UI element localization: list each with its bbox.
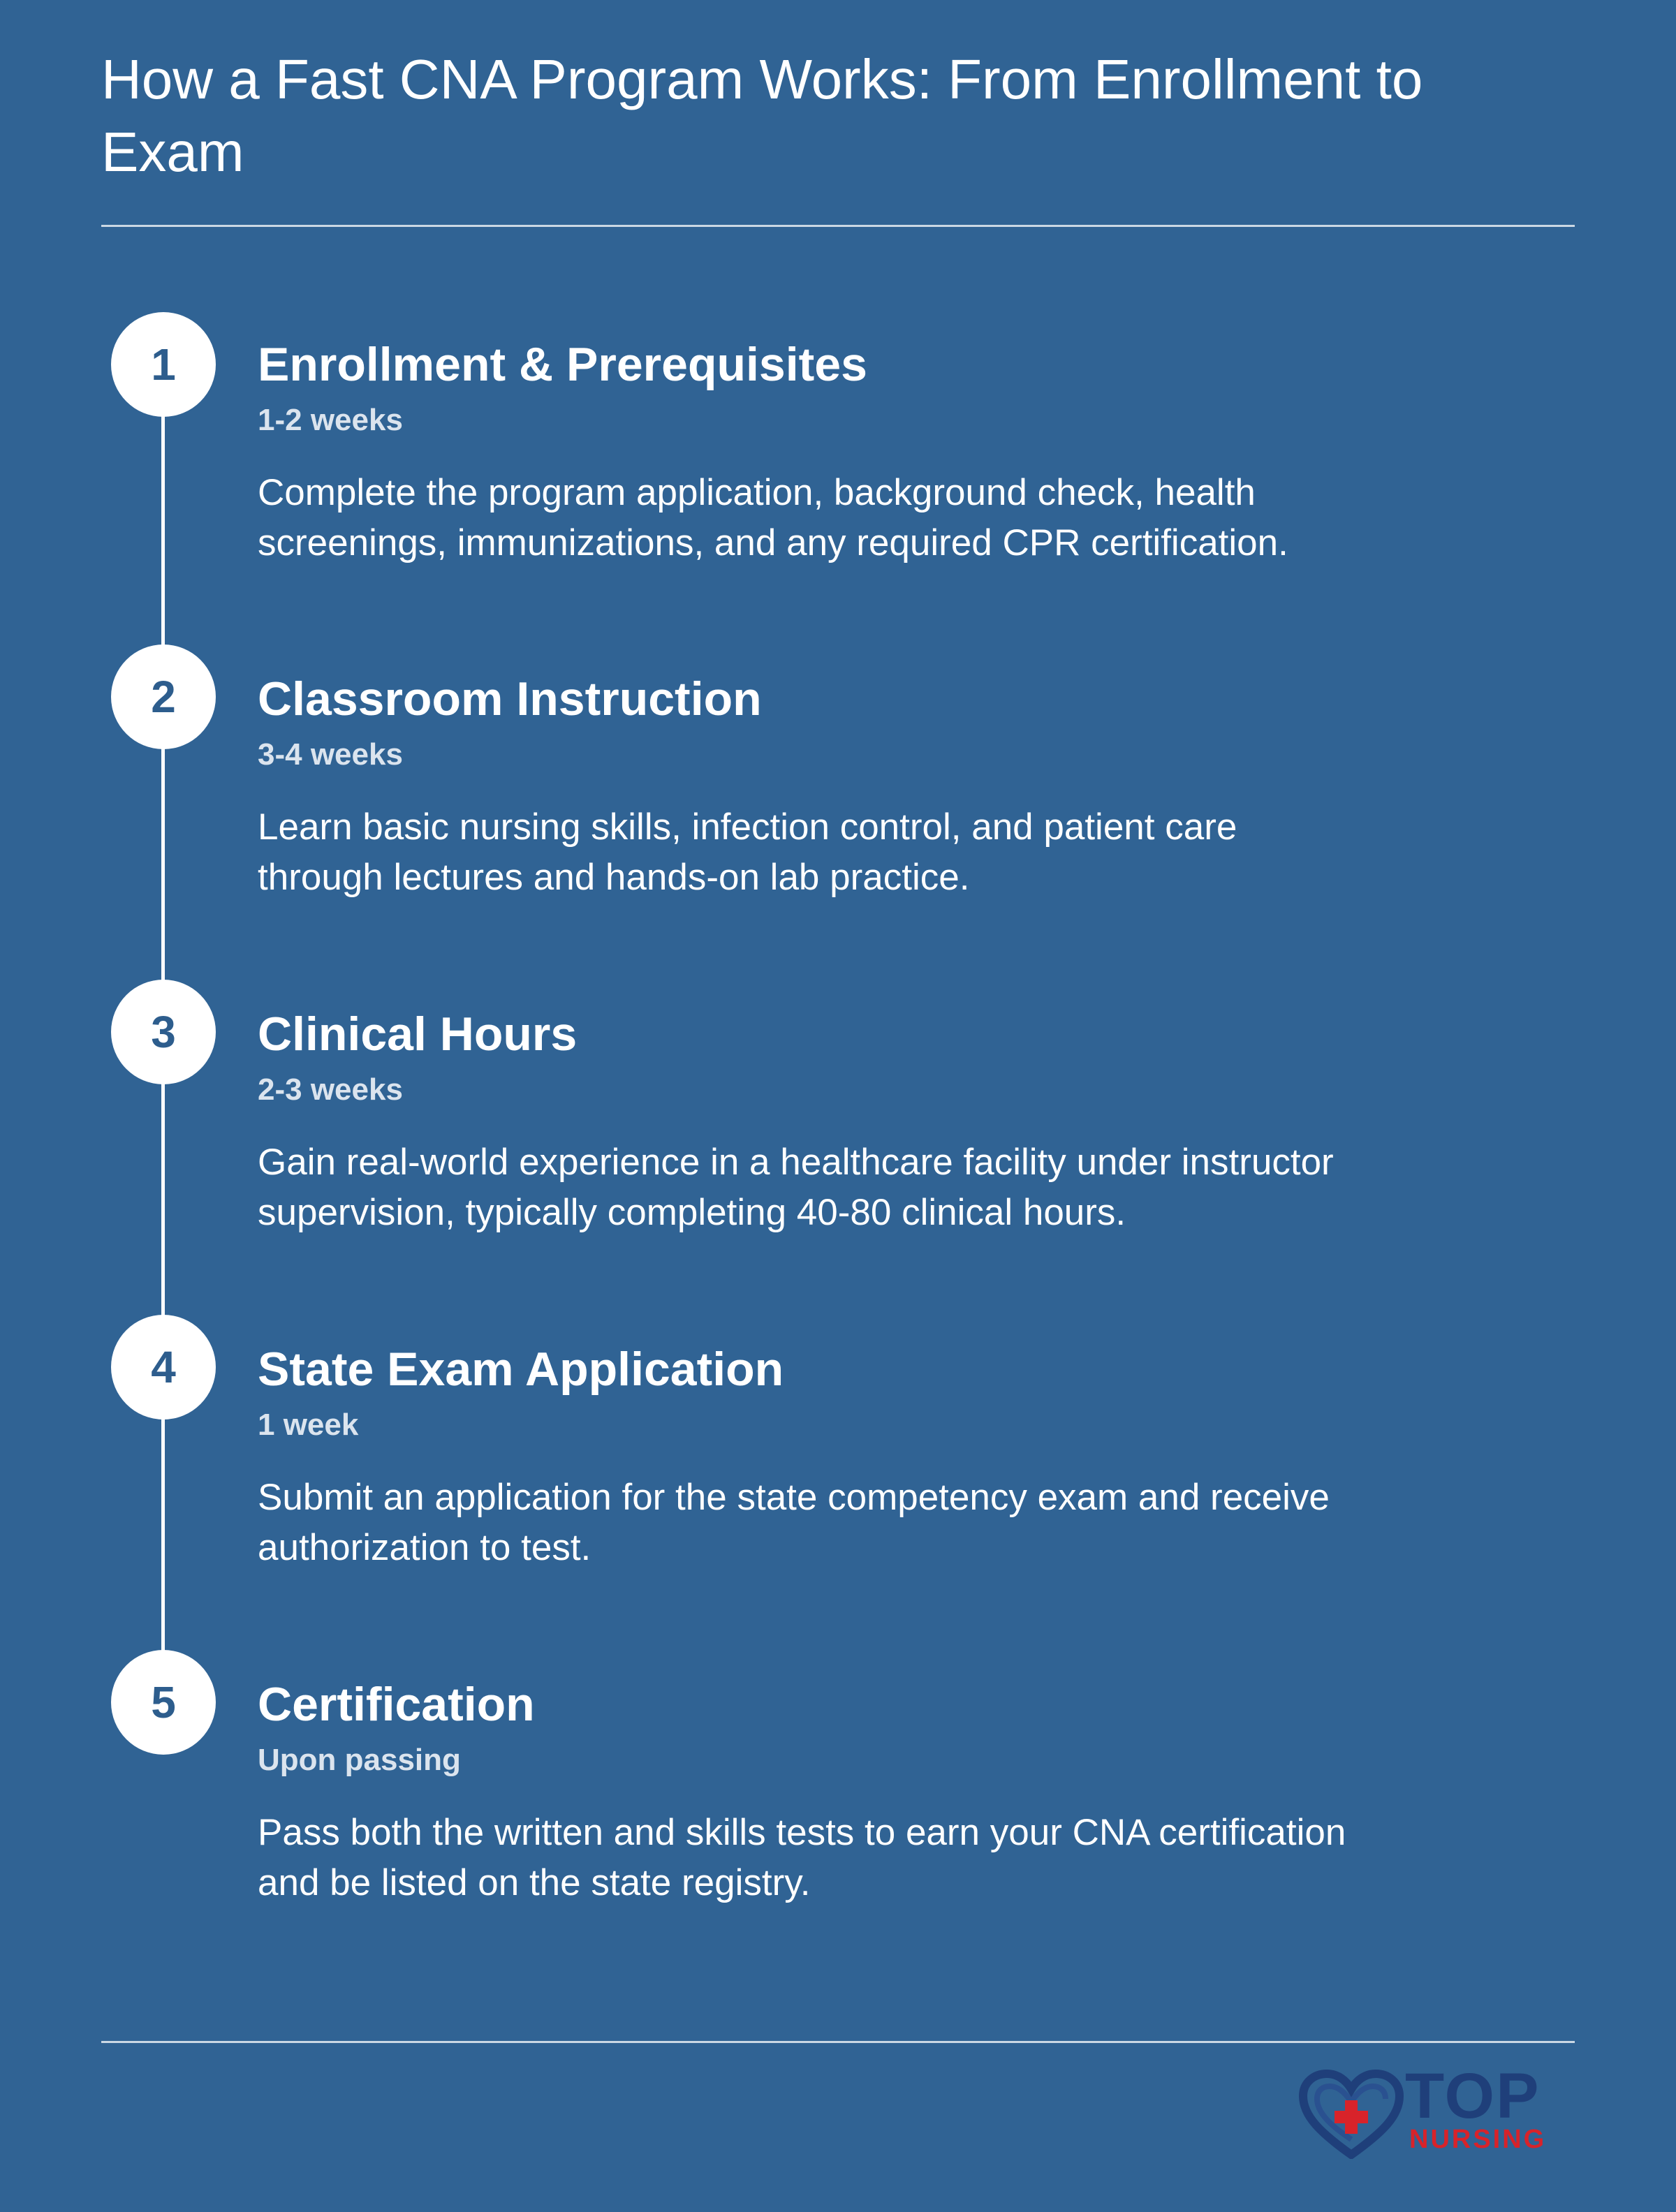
step-1-number-badge: 1	[111, 312, 216, 417]
step-4-description: Submit an application for the state competency exam and receive authorization to test.	[258, 1477, 1330, 1568]
step-1-description: Complete the program application, background check, health screenings, immunizations, and any required CPR certification.	[258, 472, 1288, 563]
top-nursing-logo	[1299, 2060, 1578, 2158]
step-3-description: Gain real-world experience in a healthcare facility under instructor supervision, typically completing 40-80 clinical hours.	[258, 1142, 1334, 1233]
step-2-title: Classroom Instruction	[258, 672, 762, 725]
step-3	[258, 1006, 1375, 1238]
step-2	[258, 671, 1375, 903]
step-3-number-badge: 3	[111, 980, 216, 1084]
step-4-title: State Exam Application	[258, 1343, 784, 1396]
step-1-title: Enrollment & Prerequisites	[258, 338, 867, 391]
step-2-duration: 3-4 weeks	[258, 737, 403, 772]
page-title: How a Fast CNA Program Works: From Enrollment to Exam	[101, 48, 1423, 183]
step-4-duration: 1 week	[258, 1408, 359, 1442]
logo-word-top: TOP	[1405, 2060, 1541, 2132]
logo-word-nursing: NURSING	[1409, 2125, 1547, 2154]
footer-divider	[101, 2041, 1575, 2043]
step-5-number-badge: 5	[111, 1650, 216, 1755]
step-3-title: Clinical Hours	[258, 1008, 578, 1061]
step-1-duration: 1-2 weeks	[258, 403, 403, 437]
step-2-description: Learn basic nursing skills, infection control, and patient care through lectures and hands-on lab practice.	[258, 806, 1237, 898]
step-3-duration: 2-3 weeks	[258, 1072, 403, 1107]
step-5-description: Pass both the written and skills tests to earn your CNA certification and be listed on the state registry.	[258, 1812, 1346, 1903]
step-5-duration: Upon passing	[258, 1743, 461, 1777]
step-5-title: Certification	[258, 1678, 535, 1731]
step-4	[258, 1341, 1375, 1573]
heart-cross-icon	[1299, 2070, 1404, 2159]
step-2-number-badge: 2	[111, 644, 216, 749]
step-1	[258, 337, 1375, 568]
step-5	[258, 1676, 1375, 1908]
header-divider	[101, 225, 1575, 227]
step-4-number-badge: 4	[111, 1315, 216, 1420]
